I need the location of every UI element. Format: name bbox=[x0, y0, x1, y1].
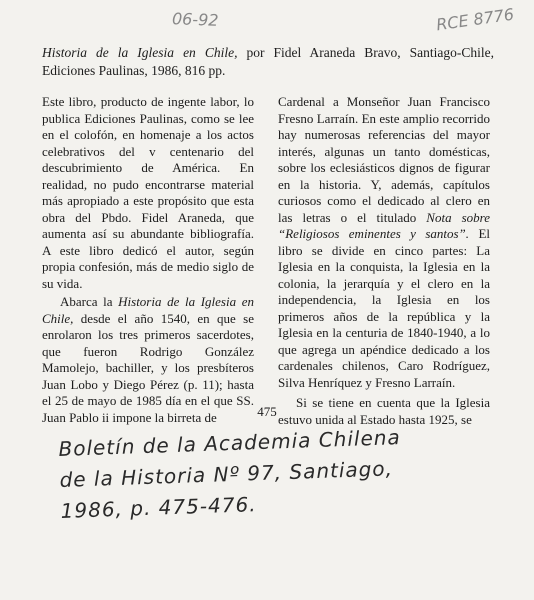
page-number: 475 bbox=[257, 404, 277, 419]
book-title-inline: Historia de la Iglesia en Chile, bbox=[42, 294, 254, 326]
chapter-title-inline: Nota sobre “Religiosos eminentes y santos”. bbox=[278, 209, 490, 241]
text-span: El libro se divide en cinco partes: La Iglesia en la conquista, la Iglesia en la colonia, la jerarquía y el clero en la independencia, la Iglesia en los primeros años de la república y la Iglesia en la centuria de 1840-1940, a lo que agrega un apéndice dedicado a los cardenales chilenos, Caro Rodríguez, Silva Henríquez y Fresno Larraín. bbox=[278, 226, 490, 390]
right-column bbox=[278, 94, 490, 428]
handwritten-citation bbox=[58, 419, 481, 527]
text-span: Cardenal a Monseñor Juan Francisco Fresno Larraín. En este amplio recorrido hay numerosas referencias del mayor interés, algunas un tanto domésticas, sobre los eclesiásticos dignos de figurar en la historia. Y, además, capítulos curiosos como el dedicado al clero en las letras o el titulado bbox=[278, 94, 490, 225]
date-annotation: 06-92 bbox=[171, 9, 219, 30]
paragraph: Este libro, producto de ingente labor, lo publica Ediciones Paulinas, como se lee en el colofón, en homenaje a los actos celebrativos del v centenario del descubrimiento de América. En realidad, no pudo encontrarse material más apropiado a este propósito que esta obra del Pbdo. Fidel Araneda, que aumenta así su abundante bibliografía. A este libro dedicó el autor, según propia confesión, más de medio siglo de su vida. bbox=[42, 94, 254, 291]
citation-line: Boletín de la Academia Chilena bbox=[58, 425, 402, 461]
paragraph: Si se tiene en cuenta que la Iglesia estuvo unida al Estado hasta 1925, se bbox=[278, 395, 490, 427]
citation-line: 1986, p. 475-476. bbox=[60, 492, 257, 523]
book-title: Historia de la Iglesia en Chile, bbox=[42, 45, 238, 60]
citation-line: de la Historia Nº 97, Santiago, bbox=[59, 456, 394, 492]
reference-code-annotation: RCE 8776 bbox=[435, 4, 516, 35]
text-span: Abarca la bbox=[60, 294, 119, 309]
book-details: por Fidel Araneda Bravo, Santiago-Chile, Ediciones Paulinas, 1986, 816 pp. bbox=[42, 45, 495, 78]
paragraph bbox=[278, 94, 490, 391]
left-column bbox=[42, 94, 254, 426]
text-span: desde el año 1540, en que se enrolaron los tres primeros sacerdotes, que fueron Rodrigo González Mamolejo, bachiller, y los presbíteros Juan Lobo y Diego Pérez (p. 11); hasta el 25 de mayo de 1985 día en el que SS. Juan Pablo ii impone la birreta de bbox=[42, 310, 254, 425]
bibliographic-header bbox=[42, 44, 494, 80]
